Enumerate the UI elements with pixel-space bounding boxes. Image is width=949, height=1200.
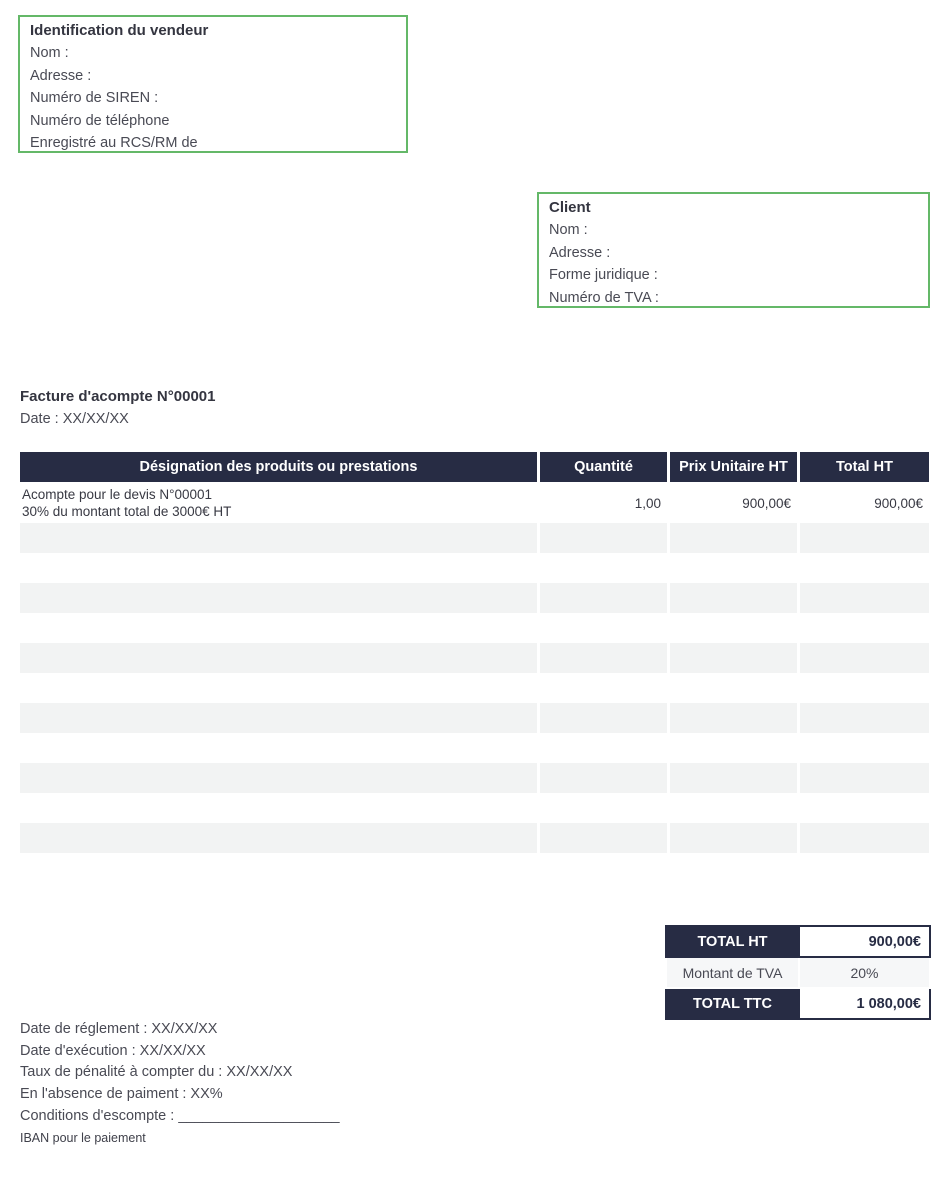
- empty-cell: [670, 763, 797, 793]
- vat-value: 20%: [799, 957, 930, 988]
- items-table-empty-row: [20, 793, 929, 823]
- empty-cell: [540, 703, 667, 733]
- vendor-name-label: Nom :: [30, 45, 69, 62]
- empty-cell: [800, 613, 929, 643]
- total-ht-value: 900,00€: [799, 926, 930, 957]
- empty-cell: [800, 643, 929, 673]
- header-quantity: Quantité: [540, 452, 667, 482]
- settlement-date-line: Date de réglement : XX/XX/XX: [20, 1021, 218, 1037]
- empty-cell: [670, 793, 797, 823]
- items-table-empty-row: [20, 703, 929, 733]
- empty-cell: [670, 643, 797, 673]
- header-designation: Désignation des produits ou prestations: [20, 452, 537, 482]
- empty-cell: [800, 793, 929, 823]
- item-unit-price-cell: 900,00€: [670, 483, 797, 523]
- empty-cell: [800, 703, 929, 733]
- items-table-row: [20, 483, 929, 523]
- empty-cell: [670, 733, 797, 763]
- items-table-empty-row: [20, 823, 929, 853]
- empty-cell: [540, 553, 667, 583]
- empty-cell: [20, 733, 537, 763]
- items-table-empty-row: [20, 733, 929, 763]
- footer-notes: [20, 1019, 340, 1149]
- items-table-empty-row: [20, 763, 929, 793]
- header-unit-price: Prix Unitaire HT: [670, 452, 797, 482]
- invoice-title: Facture d'acompte N°00001: [20, 388, 216, 405]
- absence-payment-line: En l'absence de paiment : XX%: [20, 1086, 223, 1103]
- header-total: Total HT: [800, 452, 929, 482]
- empty-cell: [540, 523, 667, 553]
- empty-cell: [20, 763, 537, 793]
- empty-cell: [20, 703, 537, 733]
- empty-cell: [800, 823, 929, 853]
- totals-table: [665, 925, 931, 1020]
- total-ht-row: [666, 926, 930, 957]
- item-designation-line2: 30% du montant total de 3000€ HT: [22, 504, 232, 519]
- empty-cell: [670, 823, 797, 853]
- item-quantity-cell: 1,00: [540, 483, 667, 523]
- items-table-header-row: [20, 452, 929, 482]
- items-table-empty-row: [20, 613, 929, 643]
- empty-cell: [540, 673, 667, 703]
- total-ttc-label: TOTAL TTC: [666, 988, 799, 1019]
- client-vat-label: Numéro de TVA :: [549, 289, 659, 306]
- empty-cell: [540, 823, 667, 853]
- empty-cell: [800, 583, 929, 613]
- items-table: [20, 452, 929, 853]
- empty-cell: [20, 553, 537, 583]
- items-table-empty-row: [20, 553, 929, 583]
- empty-cell: [20, 523, 537, 553]
- empty-cell: [20, 673, 537, 703]
- item-designation-line1: Acompte pour le devis N°00001: [22, 486, 213, 502]
- empty-cell: [540, 583, 667, 613]
- vendor-address-label: Adresse :: [30, 67, 92, 84]
- total-ttc-row: [666, 988, 930, 1019]
- empty-cell: [670, 553, 797, 583]
- items-table-empty-rows: [20, 523, 929, 853]
- vat-label: Montant de TVA: [666, 957, 799, 988]
- execution-date-line: Date d'exécution : XX/XX/XX: [20, 1042, 206, 1059]
- vendor-identification-box: [18, 15, 408, 153]
- item-total-cell: 900,00€: [800, 483, 929, 523]
- items-table-empty-row: [20, 643, 929, 673]
- empty-cell: [800, 523, 929, 553]
- empty-cell: [670, 523, 797, 553]
- empty-cell: [670, 613, 797, 643]
- total-ht-label: TOTAL HT: [666, 926, 799, 957]
- empty-cell: [800, 673, 929, 703]
- penalty-rate-line: Taux de pénalité à compter du : XX/XX/XX: [20, 1064, 293, 1081]
- items-table-empty-row: [20, 673, 929, 703]
- item-designation-cell: [20, 483, 537, 523]
- client-box-title: Client: [549, 199, 591, 216]
- items-table-empty-row: [20, 523, 929, 553]
- client-box: [537, 192, 930, 308]
- vendor-phone-label: Numéro de téléphone: [30, 112, 170, 129]
- vat-row: [666, 957, 930, 988]
- client-legal-form-label: Forme juridique :: [549, 267, 658, 284]
- empty-cell: [670, 673, 797, 703]
- empty-cell: [20, 793, 537, 823]
- empty-cell: [20, 643, 537, 673]
- empty-cell: [540, 793, 667, 823]
- empty-cell: [670, 583, 797, 613]
- empty-cell: [800, 763, 929, 793]
- empty-cell: [540, 763, 667, 793]
- empty-cell: [20, 583, 537, 613]
- client-address-label: Adresse :: [549, 244, 611, 261]
- iban-line: IBAN pour le paiement: [20, 1130, 146, 1145]
- empty-cell: [540, 613, 667, 643]
- invoice-date: Date : XX/XX/XX: [20, 411, 129, 427]
- empty-cell: [800, 733, 929, 763]
- empty-cell: [800, 553, 929, 583]
- vendor-rcs-label: Enregistré au RCS/RM de: [30, 135, 198, 152]
- empty-cell: [540, 733, 667, 763]
- empty-cell: [20, 823, 537, 853]
- empty-cell: [540, 643, 667, 673]
- empty-cell: [670, 703, 797, 733]
- total-ttc-value: 1 080,00€: [799, 988, 930, 1019]
- discount-conditions-line: Conditions d'escompte : ____________________: [20, 1107, 340, 1124]
- empty-cell: [20, 613, 537, 643]
- vendor-box-title: Identification du vendeur: [30, 22, 209, 39]
- vendor-siren-label: Numéro de SIREN :: [30, 90, 159, 107]
- client-name-label: Nom :: [549, 222, 588, 239]
- items-table-empty-row: [20, 583, 929, 613]
